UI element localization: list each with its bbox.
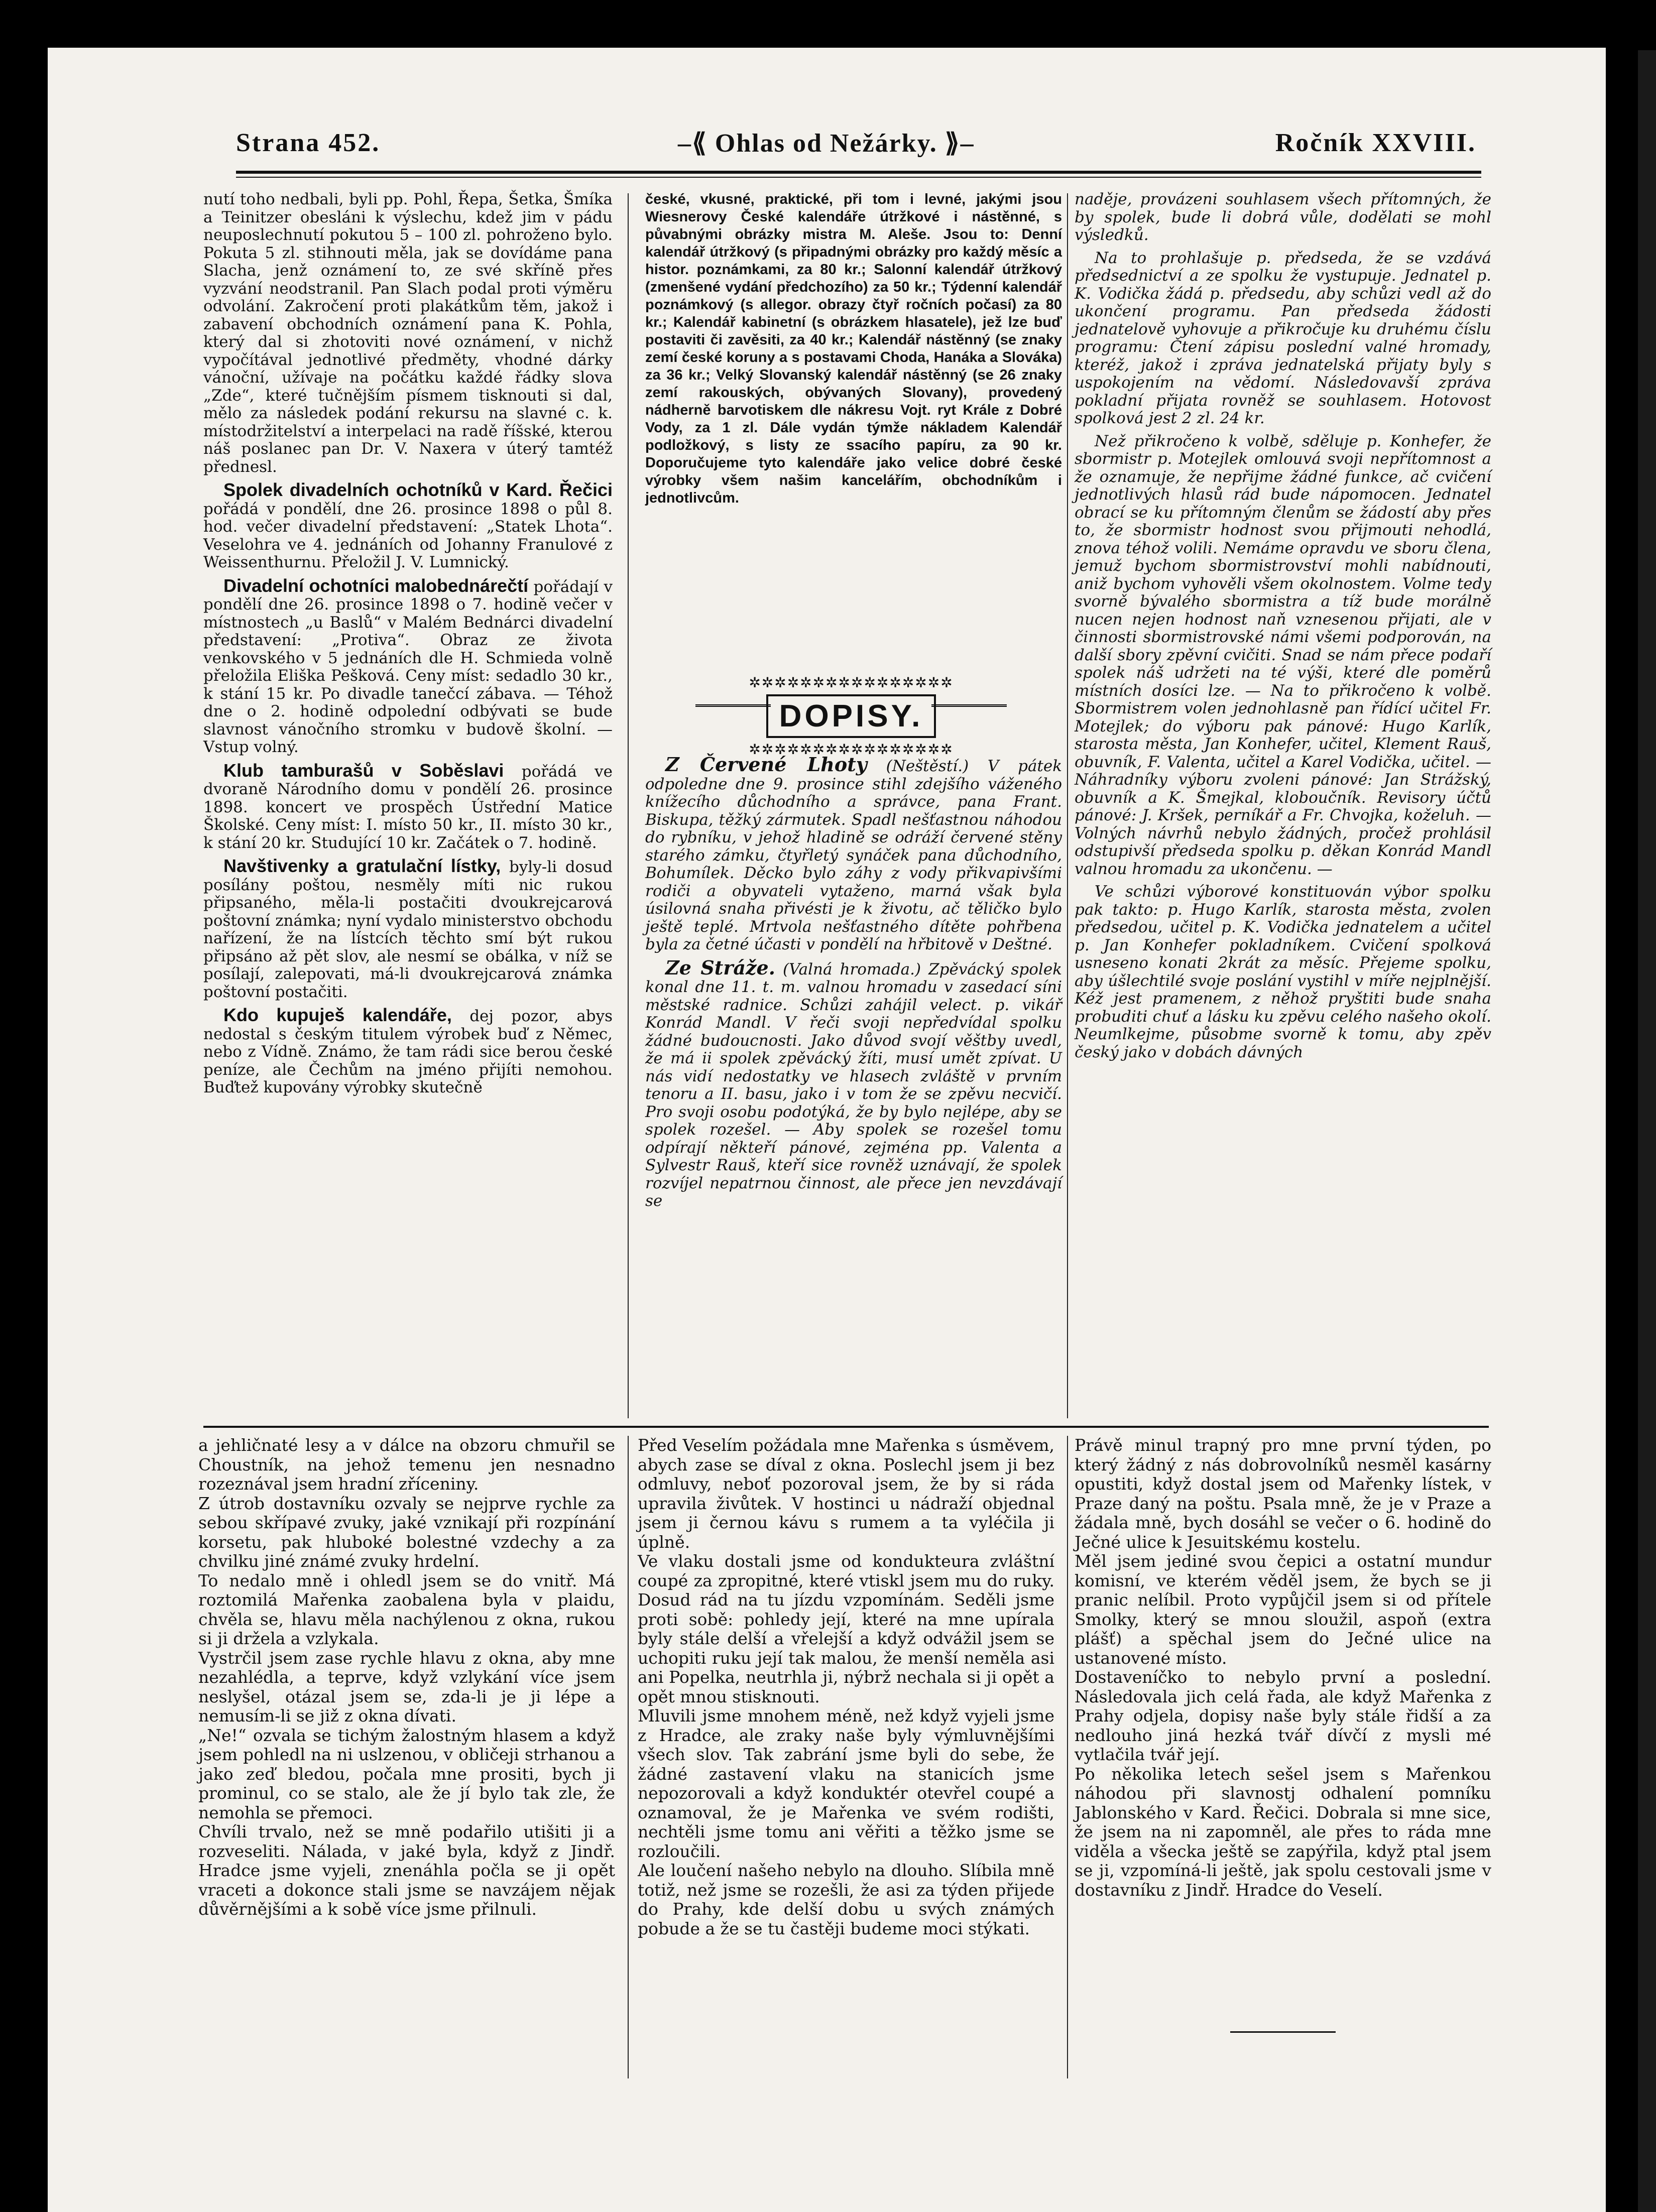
announcement bbox=[203, 1006, 613, 1097]
announcement bbox=[203, 857, 613, 1001]
section-heading-dopisy bbox=[700, 674, 1002, 758]
end-rule bbox=[1230, 2031, 1336, 2033]
announcement-head: Navštivenky a gratulační lístky, bbox=[223, 855, 501, 876]
column-divider bbox=[1067, 1436, 1068, 2078]
calendar-ad: české, vkusné, praktické, při tom i levné, jakými jsou Wiesnerovy České kalendáře útržkové i nástěnné, s půvabnými obrázky mistra M. Aleše. Jsou to: Denní kalendář útržkový (s připadnými obrázky pro každý měsíc a histor. poznámkami, za 80 kr.; Salonní kalendář útržkový (zmenšené vydání předchozího) za 50 kr.; Týdenní kalendář poznámkový (s allegor. obrazy čtyř ročních počasí) za 80 kr.; Kalendář kabinetní (s obrázkem hlasatele), jež lze buď postaviti či zavěsiti, za 40 kr.; Kalendář nástěnný (se znaky zemí české koruny a s postavami Choda, Hanáka a Slováka) za 36 kr.; Velký Slovanský kalendář nástěnný (se 26 znaky zemí rakouských, obývaných Slovany), provedený nádherně barvotiskem dle nákresu Vojt. ryt Krále z Dobré Vody, za 1 zl. Dále vydán týmže nákladem Kalendář podložkový, s listy ze ssacího papíru, za 90 kr. Doporučujeme tyto kalendáře jako velice dobré české výrobky všem našim kancelářím, obchodníkům i jednotlivcům. bbox=[645, 191, 1062, 506]
column-2 bbox=[645, 191, 1062, 512]
column-divider bbox=[628, 193, 629, 1418]
announcement-head: Kdo kupuješ kalendáře, bbox=[223, 1005, 452, 1025]
announcement-body: pořádají v pondělí dne 26. prosince 1898 o 7. hodině večer v místnostech „u Baslů“ v Malém Bednárci divadelní představení: „Protiva“. Obraz ze života venkovského v 5 jednáních dle H. Schmieda volně přeložila Eliška Pešková. Ceny míst: sedadlo 30 kr., k stání 15 kr. Po divadle tanečcí zábava. — Téhož dne o 2. hodině odpolední odbývati se bude slavnost vánočního stromku v budově školní. — Vstup volný. bbox=[203, 577, 613, 756]
letter bbox=[645, 753, 1062, 954]
ornament-stars: ✲✲✲✲✲✲✲✲✲✲✲✲✲✲✲✲ bbox=[749, 741, 954, 758]
ornament-right bbox=[931, 704, 1007, 707]
ornament-stars: ✲✲✲✲✲✲✲✲✲✲✲✲✲✲✲✲ bbox=[749, 674, 954, 691]
header-rule bbox=[236, 171, 1481, 174]
page-header bbox=[236, 128, 1476, 163]
paragraph: nutí toho nedbali, byli pp. Pohl, Řepa, Šetka, Šmíka a Teinitzer obesláni k výslechu, kdež jim v pádu neuposlechnutí pokutou 5 – 100 zl. pohroženo bylo. Pokuta 5 zl. stihnouti měla, jak se dovídáme pana Slacha, jenž oznámení to, ze své skříně přes vyzvání neodstranil. Pan Slach podal proti výměru odvolání. Zakročení proti plakátkům těm, jakož i zabavení obchodních oznámení pana K. Pohla, který dal si zhotoviti nové oznámení, v nichž vypočítával jednotlivé předměty, vhodné dárky vánoční, užívaje na počátku každé řádky slova „Zde“, které tučnějším písmem tisknouti si dal, mělo za následek podání rekursu na slavné c. k. místodržitelství a interpelaci na radě říšské, kterou náš poslanec pan Dr. V. Naxera v úterý tamtéž přednesl. bbox=[203, 190, 613, 476]
paragraph: Na to prohlašuje p. předseda, že se vzdává předsednictví a ze spolku že vystupuje. Jednatel p. K. Vodička žádá p. předsedu, aby schůzi vedl až do ukončení programu. Pan předseda žádosti jednatelově vyhovuje a přikročuje ku druhému číslu programu: Čtení zápisu poslední valné hromady, kteréž, jakož i zpráva jednatelská přijaty byly s uspokojením na vědomí. Následovavší zpráva pokladní přijata rovněž se souhlasem. Hotovost spolková jest 2 zl. 24 kr. bbox=[1075, 249, 1491, 427]
column-1 bbox=[203, 191, 613, 1102]
announcement bbox=[203, 762, 613, 852]
page-number: Strana 452. bbox=[236, 129, 381, 157]
column-2-letters bbox=[645, 753, 1062, 1215]
letter-place: Z Červené Lhoty bbox=[665, 753, 867, 776]
scan-edge bbox=[1638, 50, 1656, 2212]
announcement-head: Spolek divadelních ochotníků v Kard. Řečici bbox=[223, 479, 613, 500]
section-title: DOPISY. bbox=[766, 694, 936, 738]
column-divider bbox=[628, 1436, 629, 2078]
announcement bbox=[203, 577, 613, 757]
announcement-head: Divadelní ochotníci malobednárečtí bbox=[223, 575, 529, 596]
volume-label: Ročník XXVIII. bbox=[1275, 129, 1476, 157]
letter bbox=[645, 956, 1062, 1210]
paragraph: Ve schůzi výborové konstituován výbor spolku pak takto: p. Hugo Karlík, starosta města, zvolen předsedou, učitel p. K. Vodička jednatelem a učitel p. Jan Konhefer pokladníkem. Cvičení spolková usneseno konati 2krát za měsíc. Přejeme spolku, aby úšlechtilé svoje poslání vystihl v míře nejplnější. Kéž jest pramenem, z něhož pryštiti bude snaha probuditi chuť a lásku ku zpěvu celého našeho okolí. Neumlkejme, působme svorně k tomu, aby zpěv český jako v dobách dávných bbox=[1075, 883, 1491, 1061]
letter-body: (Neštěstí.) V pátek odpoledne dne 9. prosince stihl zdejšího váženého knížecího důchodního a správce, pana Frant. Biskupa, těžký zármutek. Spadl nešťastnou náhodou do rybníku, v jehož hladině se odráží červené stěny starého zámku, čtyřletý synáček pana důchodního, Bohumílek. Děcko bylo záhy z vody přikvapivšími rodiči a obyvateli vytaženo, marná však byla úsilovná snaha přivésti je k životu, ač těličko bylo ještě teplé. Mrtvola nešťastného dítěte pohřbena byla za četné účasti v pondělí na hřbitově v Deštné. bbox=[645, 757, 1062, 953]
announcement bbox=[203, 481, 613, 572]
ornament-left bbox=[695, 704, 771, 707]
announcement-body: dej pozor, abys nedostal s českým titulem výrobek buď z Němec, nebo z Vídně. Známo, že tam rádi sice berou české peníze, ale Čechům na jméno přijíti nemohou. Buďtež kupovány výrobky skutečně bbox=[203, 1007, 613, 1096]
feuilleton-rule bbox=[203, 1426, 1489, 1428]
announcement-body: pořádá ve dvoraně Národního domu v pondělí 26. prosince 1898. koncert ve prospěch Ústřední Matice Školské. Ceny míst: I. místo 50 kr., II. místo 30 kr., k stání 20 kr. Studující 10 kr. Začátek o 7. hodině. bbox=[203, 762, 613, 852]
announcement-body: pořádá v pondělí, dne 26. prosince 1898 o půl 8. hod. večer divadelní představení: „Statek Lhota“. Veselohra ve 4. jednáních od Johanny Franulové z Weissenthurnu. Přeložil J. V. Lumnický. bbox=[203, 500, 613, 571]
paragraph: Než přikročeno k volbě, sděluje p. Konhefer, že sbormistr p. Motejlek omlouvá svoji nepřítomnost a že oznamuje, že nepřijme žádné funkce, ač cvičení jednotlivých hlasů rád bude nápomocen. Jednatel obrací se ku přítomným členům se žádostí aby přes to, že sbormistr hodnost svou přijmouti nehodlá, znova téhož volili. Nemáme opravdu ve sboru člena, jemuž bychom sbormistrovství mohli nabídnouti, aniž bychom vyhověli všem okolnostem. Volme tedy svorně bývalého sbormistra a tíž bude morálně nucen nejen hodnost naň vznesenou přijati, ale v činnosti sbormistrovské námi všemi podporován, na další sbory zpěvní cvičiti. Snad se nám přece podaří spolek náš udržeti na té výši, které dle poměrů místních dosíci lze. — Na to přikročeno k volbě. Sbormistrem volen jednohlasně pan řídící učitel Fr. Motejlek; do výboru pak pánové: Hugo Karlík, starosta města, Jan Konhefer, učitel, Klement Rauš, obuvník, F. Valenta, učitel a Karel Vodička, učitel. — Náhradníky výboru zvoleni pánové: Jan Strážský, obuvník a K. Šmejkal, kloboučník. Revisory účtů pánové: J. Kršek, perníkář a Fr. Chvojka, koželuh. — Volných návrhů nebylo žádných, pročež prohlásil odstupivší předseda spolku p. děkan Konrád Mandl valnou hromadu za ukončenu. — bbox=[1075, 432, 1491, 878]
announcement-head: Klub tamburašů v Soběslavi bbox=[223, 760, 504, 781]
column-3 bbox=[1075, 191, 1491, 1066]
feuilleton-column-1: a jehličnaté lesy a v dálce na obzoru chmuřil se Choustník, na jehož temenu jen nesnadno rozeznával jsem hradní zříceniny. Z útrob dostavníku ozvaly se nejprve rychle za sebou skřípavé zvuky, jaké vznikají při rozpínání korsetu, pak hluboké bolestné vzdechy a za chvilku jiné známé zvuky hrdelní. To nedalo mně i ohledl jsem se do vnitř. Má roztomilá Mařenka zaobalena byla v plaidu, chvěla se, hlavu měla nachýlenou z okna, rukou si ji držela a vzlykala. Vystrčil jsem zase rychle hlavu z okna, aby mne nezahlédla, a teprve, když vzlykání více jsem neslyšel, otázal jsem se, zda-li je ji lépe a nemusím-li se již z okna dívati. „Ne!“ ozvala se tichým žalostným hlasem a když jsem pohledl na ni uslzenou, v obličeji strhanou a jako zeď bledou, počala mne prositi, bych ji prominul, co se stalo, ale že jí bylo tak zle, že nemohla se přemoci. Chvíli trvalo, než se mně podařilo utišiti ji a rozveseliti. Nálada, v jaké byla, když z Jindř. Hradce jsme vyjeli, znenáhla počla se ji opět vraceti a dokonce stali jsme se navzájem nějak důvěrnějšími a k sobě více jsme přilnuli. bbox=[198, 1435, 615, 1919]
feuilleton-column-3: Právě minul trapný pro mne první týden, po který žádný z nás dobrovolníků nesměl kasárny opustiti, když dostal jsem od Mařenky lístek, v Praze daný na poštu. Psala mně, že je v Praze a žádala mně, bych dosáhl se večer o 6. hodině do Ječné ulice k Jesuitskému kostelu. Měl jsem jediné svou čepici a ostatní mundur komisní, ve kterém věděl jsem, že bych se ji pranic nelíbil. Proto vypůjčil jsem si od přítele Smolky, který se mnou sloužil, aspoň (extra plášť) a spěchal jsem do Ječné ulice na ustanovené místo. Dostaveníčko to nebylo první a poslední. Následovala jich celá řada, ale když Mařenka z Prahy odjela, dopisy naše byly stále řidší a za nedlouho jiná hezká tvář dívčí z mysli mé vytlačila tvář její. Po několika letech sešel jsem s Mařenkou náhodou při slavnostj odhalení pomníku Jablonského v Kard. Řečici. Dobrala si mne sice, že jsem na ni zapomněl, ale přes to ráda mne viděla a všecka ještě se zapýřila, když ptal jsem se ji, vzpomíná-li ještě, jak spolu cestovali jsme v dostavníku z Jindř. Hradce do Veselí. bbox=[1075, 1435, 1491, 1900]
announcement-body: byly-li dosud posílány poštou, nesměly míti nic rukou připsaného, měla-li postačiti dvoukrejcarová poštovní známka; nyní vydalo ministerstvo obchodu nařízení, že na lístcích těchto smí být rukou připsáno až pět slov, ale nesmí se obálka, v níž se posílají, zalepovati, má-li dvoukrejcarová známka poštovní postačiti. bbox=[203, 858, 613, 1001]
letter-body: (Valná hromada.) Zpěvácký spolek konal dne 11. t. m. valnou hromadu v zasedací síni městské radnice. Schůzi zahájil velect. p. vikář Konrád Mandl. V řeči svoji nepředvídal spolku žádné budoucnosti. Jako důvod svojí věštby uvedl, že má ii spolek zpěvácký žíti, musí umět zpívat. U nás vidí nedostatky ve hlasech zvláště v prvním tenoru a II. basu, jako i v tom že se zpěvu necvičí. Pro svoji osobu podotýká, že by bylo nejlépe, aby se spolek rozešel. — Aby spolek se rozešel tomu odpírají někteří pánové, zejména pp. Valenta a Sylvestr Rauš, kteří sice rovněž uznávají, že spolek rozvíjel nepatrnou činnost, ale přece jen nevzdávají se bbox=[645, 960, 1062, 1210]
paragraph: naděje, provázeni souhlasem všech přítomných, že by spolek, bude li dobrá vůle, dodělati se mohl výsledků. bbox=[1075, 190, 1491, 244]
letter-place: Ze Stráže. bbox=[665, 956, 775, 979]
newspaper-title: –⟪ Ohlas od Nežárky. ⟫– bbox=[678, 129, 975, 158]
header-rule-thin bbox=[236, 177, 1481, 178]
feuilleton-column-2: Před Veselím požádala mne Mařenka s úsměvem, abych zase se díval z okna. Poslechl jsem ji bez odmluvy, neboť pozoroval jsem, že by si ráda upravila živůtek. V hostinci u nádraží objednal jsem ji černou kávu s rumem a ta vyléčila ji úplně. Ve vlaku dostali jsme od kondukteura zvláštní coupé za zpropitné, které vtiskl jsem mu do ruky. Dosud rád na tu jízdu vzpomínám. Seděli jsme proti sobě: pohledy její, které na mne upírala byly stále delší a vřelejší a když odvážil jsem se uchopiti ruku její tak malou, že menší neměla asi ani Popelka, neutrhla ji, nýbrž nechala si ji opět a opět mnou stisknouti. Mluvili jsme mnohem méně, než když vyjeli jsme z Hradce, ale zraky naše byly výmluvnějšími všech slov. Tak zabrání jsme byli do sebe, že žádné zastavení vlaku na stanicích jsme nepozorovali a když konduktér otevřel coupé a oznamoval, že je Mařenka ve svém rodišti, nechtěli jsme tomu ani věřiti a těžko jsme se rozloučili. Ale loučení našeho nebylo na dlouho. Slíbila mně totiž, než jsme se rozešli, že asi za týden přijede do Prahy, kde delší dobu u svých známých pobude a že se tu častěji budeme moci stýkati. bbox=[638, 1435, 1054, 1938]
column-divider bbox=[1067, 193, 1068, 1418]
